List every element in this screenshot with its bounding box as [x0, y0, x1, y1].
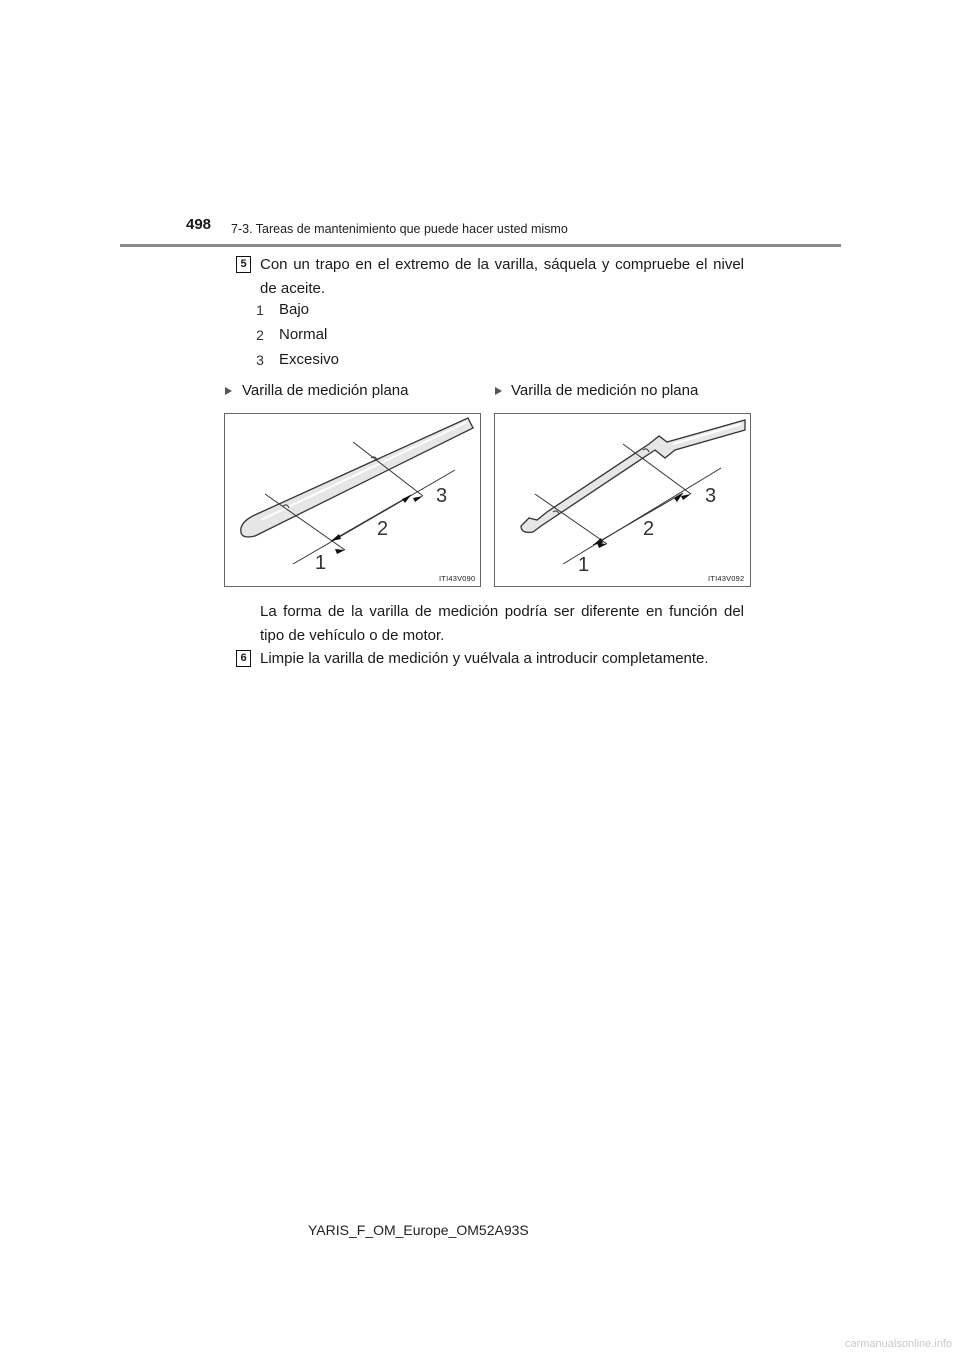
figure-label: 2	[377, 518, 389, 540]
dipstick-non-flat-illustration	[495, 414, 750, 586]
step-6-marker: 6	[236, 650, 251, 667]
triangle-bullet-icon	[225, 387, 232, 395]
note-text-line2: tipo de vehículo o de motor.	[260, 627, 445, 644]
page-number: 498	[186, 216, 212, 233]
figure-label: 3	[436, 485, 448, 507]
footer-doc-code: YARIS_F_OM_Europe_OM52A93S	[308, 1222, 529, 1238]
dipstick-flat-illustration	[225, 414, 480, 586]
figure-code-flat: ITI43V090	[439, 574, 476, 583]
figure-title-non-flat: Varilla de medición no plana	[511, 382, 699, 399]
figure-label: 1	[578, 554, 590, 576]
item-number-3: 3	[256, 352, 264, 368]
step-5-text-line1: Con un trapo en el extremo de la varilla, sáquela y compruebe el nivel	[260, 256, 744, 273]
step-5-text-line2: de aceite.	[260, 280, 326, 297]
item-number-2: 2	[256, 327, 264, 343]
item-number-1: 1	[256, 302, 264, 318]
watermark: carmanualsonline.info	[844, 1338, 952, 1350]
figure-label: 1	[315, 552, 327, 574]
figure-non-flat-dipstick	[494, 413, 751, 587]
figure-label: 2	[643, 518, 655, 540]
figure-title-flat: Varilla de medición plana	[242, 382, 409, 399]
step-5-marker: 5	[236, 256, 251, 273]
item-label-excesivo: Excesivo	[279, 351, 340, 368]
header-divider	[120, 244, 841, 247]
item-label-normal: Normal	[279, 326, 328, 343]
triangle-bullet-icon	[495, 387, 502, 395]
note-text-line1: La forma de la varilla de medición podría ser diferente en función del	[260, 603, 744, 620]
item-label-bajo: Bajo	[279, 301, 310, 318]
figure-label: 3	[705, 485, 717, 507]
section-title: 7-3. Tareas de mantenimiento que puede hacer usted mismo	[231, 222, 568, 236]
figure-code-non-flat: ITI43V092	[708, 574, 745, 583]
step-6-text: Limpie la varilla de medición y vuélvala a introducir completamente.	[260, 650, 709, 667]
figure-flat-dipstick	[224, 413, 481, 587]
